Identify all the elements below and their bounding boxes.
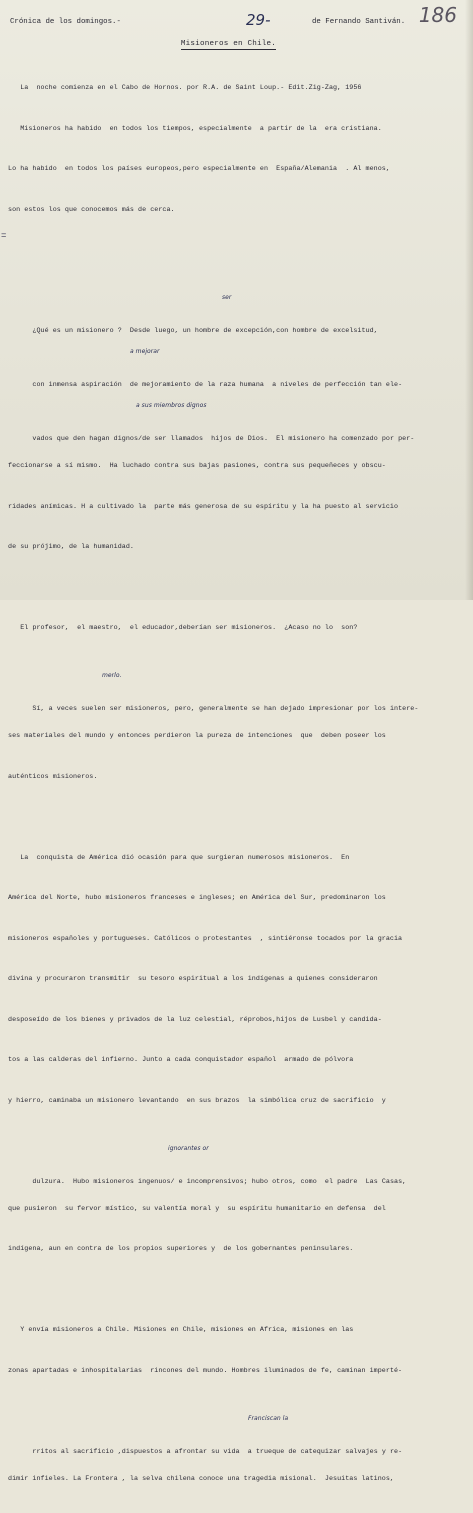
text-line: feccionarse a sí mismo. Ha luchado contra sus bajas pasiones, contra sus pequeñeces y obscu- xyxy=(8,462,386,470)
text-line: La noche comienza en el Cabo de Hornos. por R.A. de Saint Loup.- Edit.Zig-Zag, 1956 xyxy=(8,84,362,92)
text-line: con inmensa aspiración de mejoramiento de la raza humana a niveles de perfección tan ele- xyxy=(32,381,403,389)
text-line: ridades anímicas. H a cultivado la parte más generosa de su espíritu y la ha puesto al servicio xyxy=(8,502,399,511)
page-header xyxy=(10,3,459,34)
text-line: y hierro, caminaba un misionero levantando en sus brazos la simbólica cruz de sacrificio y xyxy=(8,1096,386,1105)
handwritten-insert: ignorantes or xyxy=(168,1144,209,1152)
page-edge-shadow xyxy=(465,0,473,600)
header-corner-number: 186 xyxy=(418,3,457,27)
text-line: Y envía misioneros a Chile. Misiones en Chile, misiones en Africa, misiones en las xyxy=(8,1326,354,1334)
header-right: de Fernando Santiván. xyxy=(312,18,406,26)
text-line: ¿Qué es un misionero ? Desde luego, un hombre de excepción,con hombre de excelsitud, xyxy=(32,327,378,335)
text-line: son estos los que conocemos más de cerca. xyxy=(8,205,175,214)
text-line xyxy=(8,244,460,258)
text-line-with-insert xyxy=(8,348,460,389)
margin-mark: = xyxy=(1,231,7,241)
text-line: de su prójimo, de la humanidad. xyxy=(8,543,134,551)
text-line: La conquista de América dió ocasión para que surgieran numerosos misioneros. En xyxy=(8,853,350,862)
handwritten-insert: Franciscan la xyxy=(248,1414,289,1422)
text-line: misioneros españoles y portugueses. Católicos o protestantes , sintiéronse tocados por la gracia xyxy=(8,934,403,943)
text-line-with-insert xyxy=(8,1144,460,1186)
header-page-number: 29- xyxy=(246,11,271,29)
handwritten-insert: merlo. xyxy=(102,672,122,679)
document-title xyxy=(0,40,473,50)
text-line: indígena, aun en contra de los propios superiores y de los gobernantes peninsulares. xyxy=(8,1245,354,1253)
document-body xyxy=(8,55,460,1513)
text-line: Misioneros ha habido en todos los tiempos, especialmente a partir de la era cristiana. xyxy=(8,124,382,133)
text-line-with-insert xyxy=(8,294,460,335)
text-line: El profesor, el maestro, el educador,deberían ser misioneros. ¿Acaso no lo son? xyxy=(8,624,358,632)
handwritten-insert: ser xyxy=(222,294,232,301)
text-line: rritos al sacrificio ,dispuestos a afrontar su vida a trueque de catequizar salvajes y re- xyxy=(32,1447,403,1456)
text-line: que pusieron su fervor místico, su valentía moral y su espíritu humanitario en defensa del xyxy=(8,1204,386,1213)
text-line: zonas apartadas e inhospitalarias rincones del mundo. Hombres iluminados de fe, caminan imperté- xyxy=(8,1366,403,1375)
text-line: divina y procuraron transmitir su tesoro espiritual a los indígenas a quienes consideraron xyxy=(8,975,378,983)
text-line-with-insert xyxy=(8,402,460,443)
text-line: tos a las calderas del infierno. Junto a cada conquistador español armado de pólvora xyxy=(8,1056,354,1064)
text-line-with-insert xyxy=(8,1414,460,1456)
handwritten-insert: a mejorar xyxy=(130,348,160,355)
text-line: Sí, a veces suelen ser misioneros, pero, generalmente se han dejado impresionar por los intere- xyxy=(32,705,419,713)
document-title-text: Misioneros en Chile. xyxy=(180,40,277,48)
text-line: auténticos misioneros. xyxy=(8,772,98,781)
header-left: Crónica de los domingos.- xyxy=(10,18,121,26)
text-line xyxy=(8,811,460,825)
text-line: vados que den hagan dignos/de ser llamados hijos de Dios. El misionero ha comenzado por per- xyxy=(32,435,415,443)
text-line: dulzura. Hubo misioneros ingenuos/ e incomprensivos; hubo otros, como el padre Las Casas, xyxy=(32,1177,407,1186)
text-line: América del Norte, hubo misioneros franceses e ingleses; en América del Sur, predominaron los xyxy=(8,894,386,902)
text-line xyxy=(8,1284,460,1298)
handwritten-insert: a sus miembros dignos xyxy=(136,402,207,409)
text-line: dimir infieles. La Frontera , la selva chilena conoce una tragedia misional. Jesuitas latinos, xyxy=(8,1474,394,1483)
text-line: Lo ha habido en todos los países europeos,pero especialmente en España/Alemania . Al menos, xyxy=(8,165,390,173)
text-line-with-insert xyxy=(8,672,460,713)
text-line: desposeído de los bienes y privados de la luz celestial, réprobos,hijos de Lusbel y candida- xyxy=(8,1015,382,1024)
text-line: ses materiales del mundo y entonces perdieron la pureza de intenciones que deben poseer los xyxy=(8,732,386,740)
text-line xyxy=(8,582,460,596)
